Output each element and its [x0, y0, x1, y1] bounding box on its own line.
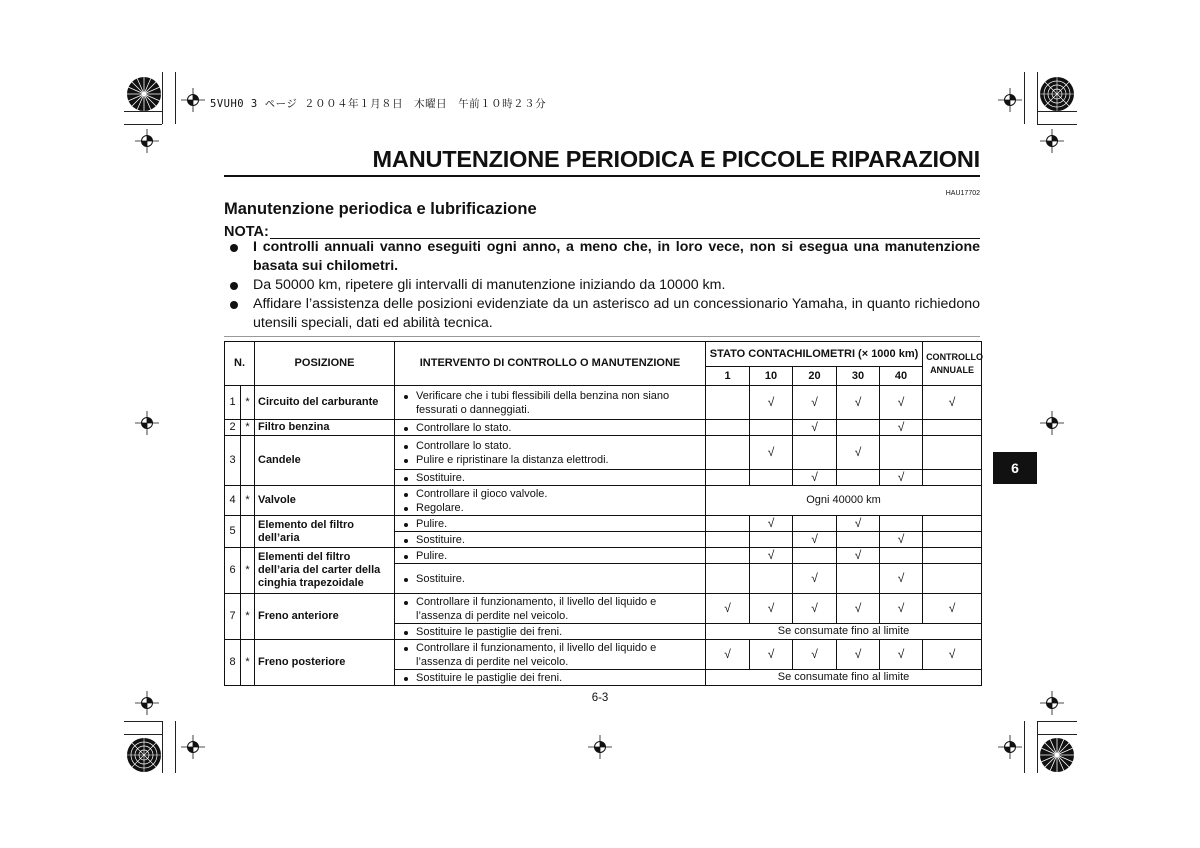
row-action [395, 486, 706, 516]
row-position: Filtro benzina [255, 420, 395, 436]
km-check-cell [750, 470, 793, 486]
action-item: Sostituire. [399, 572, 702, 586]
km-check-cell: √ [750, 640, 793, 670]
registration-target-icon [998, 735, 1022, 759]
header-km-col: 20 [793, 367, 837, 386]
km-check-cell [706, 532, 750, 548]
table-row [225, 594, 982, 624]
km-check-cell [706, 386, 750, 420]
km-check-cell: √ [793, 564, 837, 594]
km-check-cell [880, 548, 923, 564]
annual-check-cell [923, 532, 982, 548]
km-check-cell [706, 548, 750, 564]
header-km-col: 1 [706, 367, 750, 386]
registration-target-icon [1040, 129, 1064, 153]
km-check-cell [706, 420, 750, 436]
asterisk-marker: * [241, 594, 255, 640]
asterisk-marker: * [241, 386, 255, 420]
km-check-cell: √ [880, 386, 923, 420]
annual-check-cell [923, 564, 982, 594]
registration-target-icon [135, 691, 159, 715]
print-header-line: 5VUH0 3 ページ ２００４年１月８日 木曜日 午前１０時２３分 [210, 98, 547, 110]
registration-starburst-icon [126, 76, 162, 112]
registration-starburst-icon [126, 737, 162, 773]
registration-target-icon [181, 735, 205, 759]
reference-code: HAU17702 [945, 190, 980, 197]
km-check-cell: √ [750, 436, 793, 470]
row-number: 2 [225, 420, 241, 436]
table-row [225, 640, 982, 670]
interval-note: Se consumate fino al limite [706, 624, 982, 640]
bullet-icon [230, 301, 238, 309]
km-check-cell [837, 564, 880, 594]
registration-starburst-icon [1039, 737, 1075, 773]
row-number: 4 [225, 486, 241, 516]
note-text: I controlli annuali vanno eseguiti ogni anno, a meno che, in loro vece, non si esegua una manutenzione basata sui chilometri. [253, 239, 980, 274]
interval-note: Ogni 40000 km [706, 486, 982, 516]
annual-check-cell: √ [923, 386, 982, 420]
action-item: Controllare il funzionamento, il livello del liquido e l’assenza di perdite nel veicolo. [399, 595, 702, 623]
km-check-cell: √ [837, 640, 880, 670]
km-check-cell [706, 516, 750, 532]
row-action [395, 436, 706, 470]
km-check-cell: √ [880, 532, 923, 548]
km-check-cell: √ [793, 532, 837, 548]
header-position: POSIZIONE [255, 342, 395, 386]
row-action [395, 548, 706, 564]
km-check-cell: √ [793, 386, 837, 420]
row-number: 6 [225, 548, 241, 594]
km-check-cell [706, 564, 750, 594]
row-action [395, 670, 706, 686]
nota-label: NOTA: [224, 224, 269, 240]
km-check-cell: √ [880, 594, 923, 624]
km-check-cell: √ [837, 594, 880, 624]
action-item: Controllare lo stato. [399, 421, 702, 435]
asterisk-marker: * [241, 640, 255, 686]
row-number: 1 [225, 386, 241, 420]
row-action [395, 386, 706, 420]
action-item: Sostituire. [399, 533, 702, 547]
km-check-cell [837, 470, 880, 486]
row-action [395, 564, 706, 594]
title-rule [224, 175, 980, 177]
km-check-cell: √ [880, 640, 923, 670]
km-check-cell [706, 436, 750, 470]
row-position: Freno posteriore [255, 640, 395, 686]
km-check-cell [793, 436, 837, 470]
km-check-cell: √ [793, 420, 837, 436]
registration-target-icon [1040, 411, 1064, 435]
row-action [395, 470, 706, 486]
action-item: Pulire e ripristinare la distanza elettrodi. [399, 453, 702, 467]
km-check-cell [793, 516, 837, 532]
chapter-tab: 6 [993, 452, 1037, 484]
registration-target-icon [135, 129, 159, 153]
row-position: Valvole [255, 486, 395, 516]
table-row [225, 386, 982, 420]
row-position: Circuito del carburante [255, 386, 395, 420]
row-position: Freno anteriore [255, 594, 395, 640]
row-number: 5 [225, 516, 241, 548]
table-row [225, 516, 982, 532]
km-check-cell [706, 470, 750, 486]
km-check-cell: √ [880, 420, 923, 436]
table-row [225, 486, 982, 516]
row-action [395, 532, 706, 548]
km-check-cell [750, 532, 793, 548]
row-action [395, 640, 706, 670]
action-item: Pulire. [399, 549, 702, 563]
row-number: 8 [225, 640, 241, 686]
asterisk-marker: * [241, 420, 255, 436]
action-item: Pulire. [399, 517, 702, 531]
interval-note: Se consumate fino al limite [706, 670, 982, 686]
row-position: Elementi del filtro dell’aria del carter della cinghia trapezoidale [255, 548, 395, 594]
action-item: Controllare il funzionamento, il livello del liquido e l’assenza di perdite nel veicolo. [399, 641, 702, 669]
annual-check-cell [923, 516, 982, 532]
km-check-cell: √ [880, 564, 923, 594]
km-check-cell: √ [706, 640, 750, 670]
header-km-col: 40 [880, 367, 923, 386]
annual-check-cell [923, 436, 982, 470]
table-row [225, 548, 982, 564]
action-item: Sostituire le pastiglie dei freni. [399, 671, 702, 685]
page-title: MANUTENZIONE PERIODICA E PICCOLE RIPARAZIONI [372, 146, 980, 172]
km-check-cell [750, 564, 793, 594]
note-item [230, 295, 980, 333]
table-row [225, 420, 982, 436]
km-check-cell [793, 548, 837, 564]
notes-rule [224, 336, 980, 337]
bullet-icon [230, 282, 238, 290]
annual-check-cell: √ [923, 594, 982, 624]
action-item: Sostituire. [399, 471, 702, 485]
header-km-col: 30 [837, 367, 880, 386]
action-item: Controllare il gioco valvole. [399, 487, 702, 501]
note-item [230, 276, 980, 295]
row-action [395, 516, 706, 532]
km-check-cell: √ [750, 386, 793, 420]
row-action [395, 594, 706, 624]
asterisk-marker: * [241, 486, 255, 516]
km-check-cell: √ [793, 640, 837, 670]
section-heading: Manutenzione periodica e lubrificazione [224, 200, 537, 218]
note-item [230, 238, 980, 276]
km-check-cell: √ [793, 470, 837, 486]
header-n: N. [225, 342, 255, 386]
action-item: Regolare. [399, 501, 702, 515]
bullet-icon [230, 244, 238, 252]
maintenance-table-body [225, 386, 982, 686]
row-number: 7 [225, 594, 241, 640]
km-check-cell: √ [837, 516, 880, 532]
registration-target-icon [135, 411, 159, 435]
km-check-cell: √ [750, 548, 793, 564]
asterisk-marker [241, 436, 255, 486]
km-check-cell: √ [750, 516, 793, 532]
row-position: Elemento del filtro dell’aria [255, 516, 395, 548]
km-check-cell: √ [837, 436, 880, 470]
annual-check-cell [923, 548, 982, 564]
header-action: INTERVENTO DI CONTROLLO O MANUTENZIONE [395, 342, 706, 386]
km-check-cell: √ [837, 548, 880, 564]
header-km-col: 10 [750, 367, 793, 386]
km-check-cell: √ [880, 470, 923, 486]
row-number: 3 [225, 436, 241, 486]
registration-target-icon [1040, 691, 1064, 715]
km-check-cell [880, 436, 923, 470]
km-check-cell: √ [837, 386, 880, 420]
header-odometer: STATO CONTACHILOMETRI (× 1000 km) [706, 342, 923, 367]
registration-target-icon [998, 88, 1022, 112]
annual-check-cell [923, 470, 982, 486]
maintenance-table [224, 341, 982, 686]
km-check-cell: √ [793, 594, 837, 624]
annual-check-cell [923, 420, 982, 436]
annual-check-cell: √ [923, 640, 982, 670]
action-item: Sostituire le pastiglie dei freni. [399, 625, 702, 639]
km-check-cell [750, 420, 793, 436]
row-action [395, 624, 706, 640]
table-row [225, 436, 982, 470]
km-check-cell: √ [750, 594, 793, 624]
note-text: Affidare l’assistenza delle posizioni evidenziate da un asterisco ad un concessionario Yamaha, in quanto richiedono utensili speciali, dati ed abilità tecnica. [253, 296, 980, 331]
row-position: Candele [255, 436, 395, 486]
page-number: 6-3 [591, 692, 609, 704]
registration-target-icon [588, 735, 612, 759]
registration-target-icon [181, 88, 205, 112]
asterisk-marker: * [241, 548, 255, 594]
km-check-cell: √ [706, 594, 750, 624]
note-text: Da 50000 km, ripetere gli intervalli di manutenzione iniziando da 10000 km. [253, 277, 726, 293]
asterisk-marker [241, 516, 255, 548]
km-check-cell [880, 516, 923, 532]
km-check-cell [837, 420, 880, 436]
header-annual: CONTROLLO ANNUALE [923, 342, 982, 386]
row-action [395, 420, 706, 436]
registration-starburst-icon [1039, 76, 1075, 112]
action-item: Controllare lo stato. [399, 439, 702, 453]
action-item: Verificare che i tubi flessibili della benzina non siano fessurati o danneggiati. [399, 389, 702, 417]
km-check-cell [837, 532, 880, 548]
